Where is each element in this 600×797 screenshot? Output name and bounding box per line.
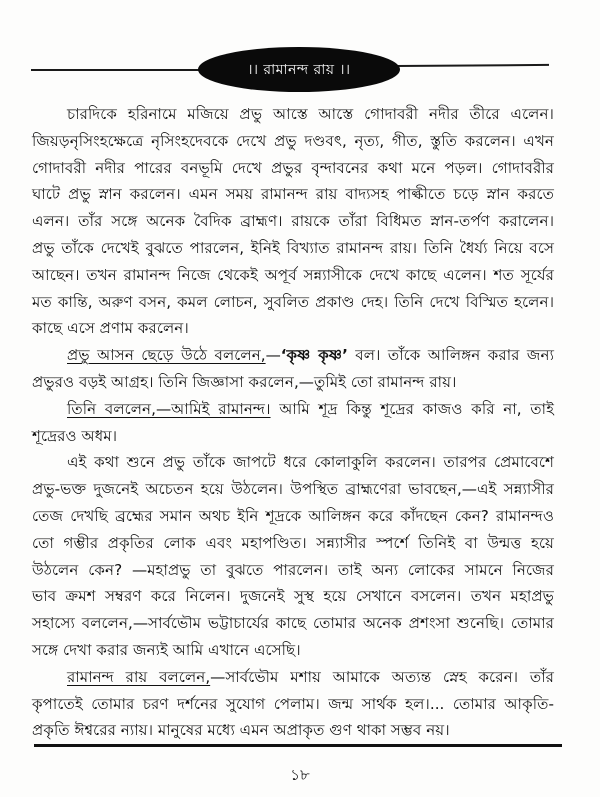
text-line: প্রভুরও বড়ই আগ্রহ। তিনি জিজ্ঞাসা করলেন,—তুমিই তো রামানন্দ রায়। (32, 373, 457, 391)
text-line (67, 342, 554, 368)
text-line: সঙ্গে দেখা করার জন্যই আমি এখানে এসেছি। (32, 641, 301, 659)
text-line: মত কান্তি, অরুণ বসন, কমল লোচন, সুবলিত প্রকাণ্ড দেহ। তিনি দেখে বিস্মিত হলেন। (32, 292, 554, 311)
text-line: আছেন। তখন রামানন্দ নিজে থেকেই অপূর্ব সন্ন্যাসীকে দেখে কাছে এলেন। শত সূর্যের (32, 265, 554, 284)
text-span: —সার্বভৌম মশায় আমাকে অত্যন্ত স্নেহ করেন। তাঁর (210, 667, 554, 686)
underlined-phrase: রামানন্দ রায় বললেন, (67, 667, 211, 686)
text-line: উঠলেন কেন? —মহাপ্রভু তা বুঝতে পারলেন। তাই অন্য লোকের সামনে নিজের (32, 560, 554, 579)
em-dash: — (265, 346, 281, 365)
chapter-title-oval (198, 47, 400, 92)
text-line: তো গম্ভীর প্রকৃতির লোক এবং মহাপণ্ডিত। সন্ন্যাসীর স্পর্শে তিনিই বা উন্মত্ত হয়ে (32, 533, 554, 552)
text-line (67, 664, 554, 690)
text-span: বল। তাঁকে আলিঙ্গন করার জন্য (347, 346, 554, 365)
quoted-phrase: ‘কৃষ্ণ কৃষ্ণ’ (280, 346, 348, 365)
page-number: ১৮ (290, 766, 310, 784)
text-line: চারদিকে হরিনামে মজিয়ে প্রভু আস্তে আস্তে গোদাবরী নদীর তীরে এলেন। (67, 105, 554, 123)
underlined-phrase: তিনি বললেন,—আমিই রামানন্দ। (67, 399, 271, 418)
chapter-title: ।। রামানন্দ রায় ।। (247, 61, 351, 78)
text-line: প্রকৃতি ঈশ্বরের ন্যায়। মানুষের মধ্যে এমন অপ্রাকৃত গুণ থাকা সম্ভব নয়। (32, 721, 450, 740)
header-rule-right (396, 64, 549, 67)
text-line: শূদ্রেরও অধম। (32, 426, 118, 445)
text-line (67, 396, 554, 422)
text-line: প্রভু-ভক্ত দুজনেই অচেতন হয়ে উঠলেন। উপস্থিত ব্রাহ্মণেরা ভাবছেন,—এই সন্ন্যাসীর (32, 480, 554, 499)
underlined-phrase: প্রভু আসন ছেড়ে উঠে বললেন, (67, 346, 266, 365)
text-line: কাছে এসে প্রণাম করলেন। (32, 319, 189, 338)
footer-rule (34, 744, 562, 747)
text-line: ভাব ক্রমশ সম্বরণ করে নিলেন। দুজনেই সুস্থ হয়ে সেখানে বসলেন। তখন মহাপ্রভু (32, 587, 554, 606)
text-line: সহাস্যে বললেন,—সার্বভৌম ভট্টাচার্যের কাছে তোমার অনেক প্রশংসা শুনেছি। তোমার (32, 614, 554, 633)
text-span: আমি শূদ্র কিন্তু শূদ্রের কাজও করি না, তাই (270, 399, 554, 418)
text-line: তেজ দেখছি ব্রহ্মের সমান অথচ ইনি শূদ্রকে আলিঙ্গন করে কাঁদছেন কেন? রামানন্দও (32, 507, 554, 525)
text-line: প্রভু তাঁকে দেখেই বুঝতে পারলেন, ইনিই বিখ্যাত রামানন্দ রায়। তিনি ধৈর্য্য নিয়ে বসে (32, 239, 554, 257)
header-rule-left (31, 69, 201, 71)
text-line: জিয়ড়নৃসিংহক্ষেত্রে নৃসিংহদেবকে দেখে প্রভু দণ্ডবৎ, নৃত্য, গীত, স্তুতি করলেন। এখন (32, 131, 554, 150)
text-line: কৃপাতেই তোমার চরণ দর্শনের সুযোগ পেলাম। জন্ম সার্থক হল।... তোমার আকৃতি- (32, 694, 554, 713)
text-line: এলন। তাঁর সঙ্গে অনেক বৈদিক ব্রাহ্মণ। রায়কে তাঁরা বিধিমত স্নান-তর্পণ করালেন। (32, 212, 554, 231)
text-line: গোদাবরী নদীর পারের বনভূমি দেখে প্রভুর বৃন্দাবনের কথা মনে পড়ল। গোদাবরীর (32, 158, 554, 177)
text-line: ঘাটে প্রভু স্নান করলেন। এমন সময় রামানন্দ রায় বাদ্যসহ পাল্কীতে চড়ে স্নান করতে (32, 185, 554, 204)
text-line: এই কথা শুনে প্রভু তাঁকে জাপটে ধরে কোলাকুলি করলেন। তারপর প্রেমাবেশে (67, 453, 554, 472)
